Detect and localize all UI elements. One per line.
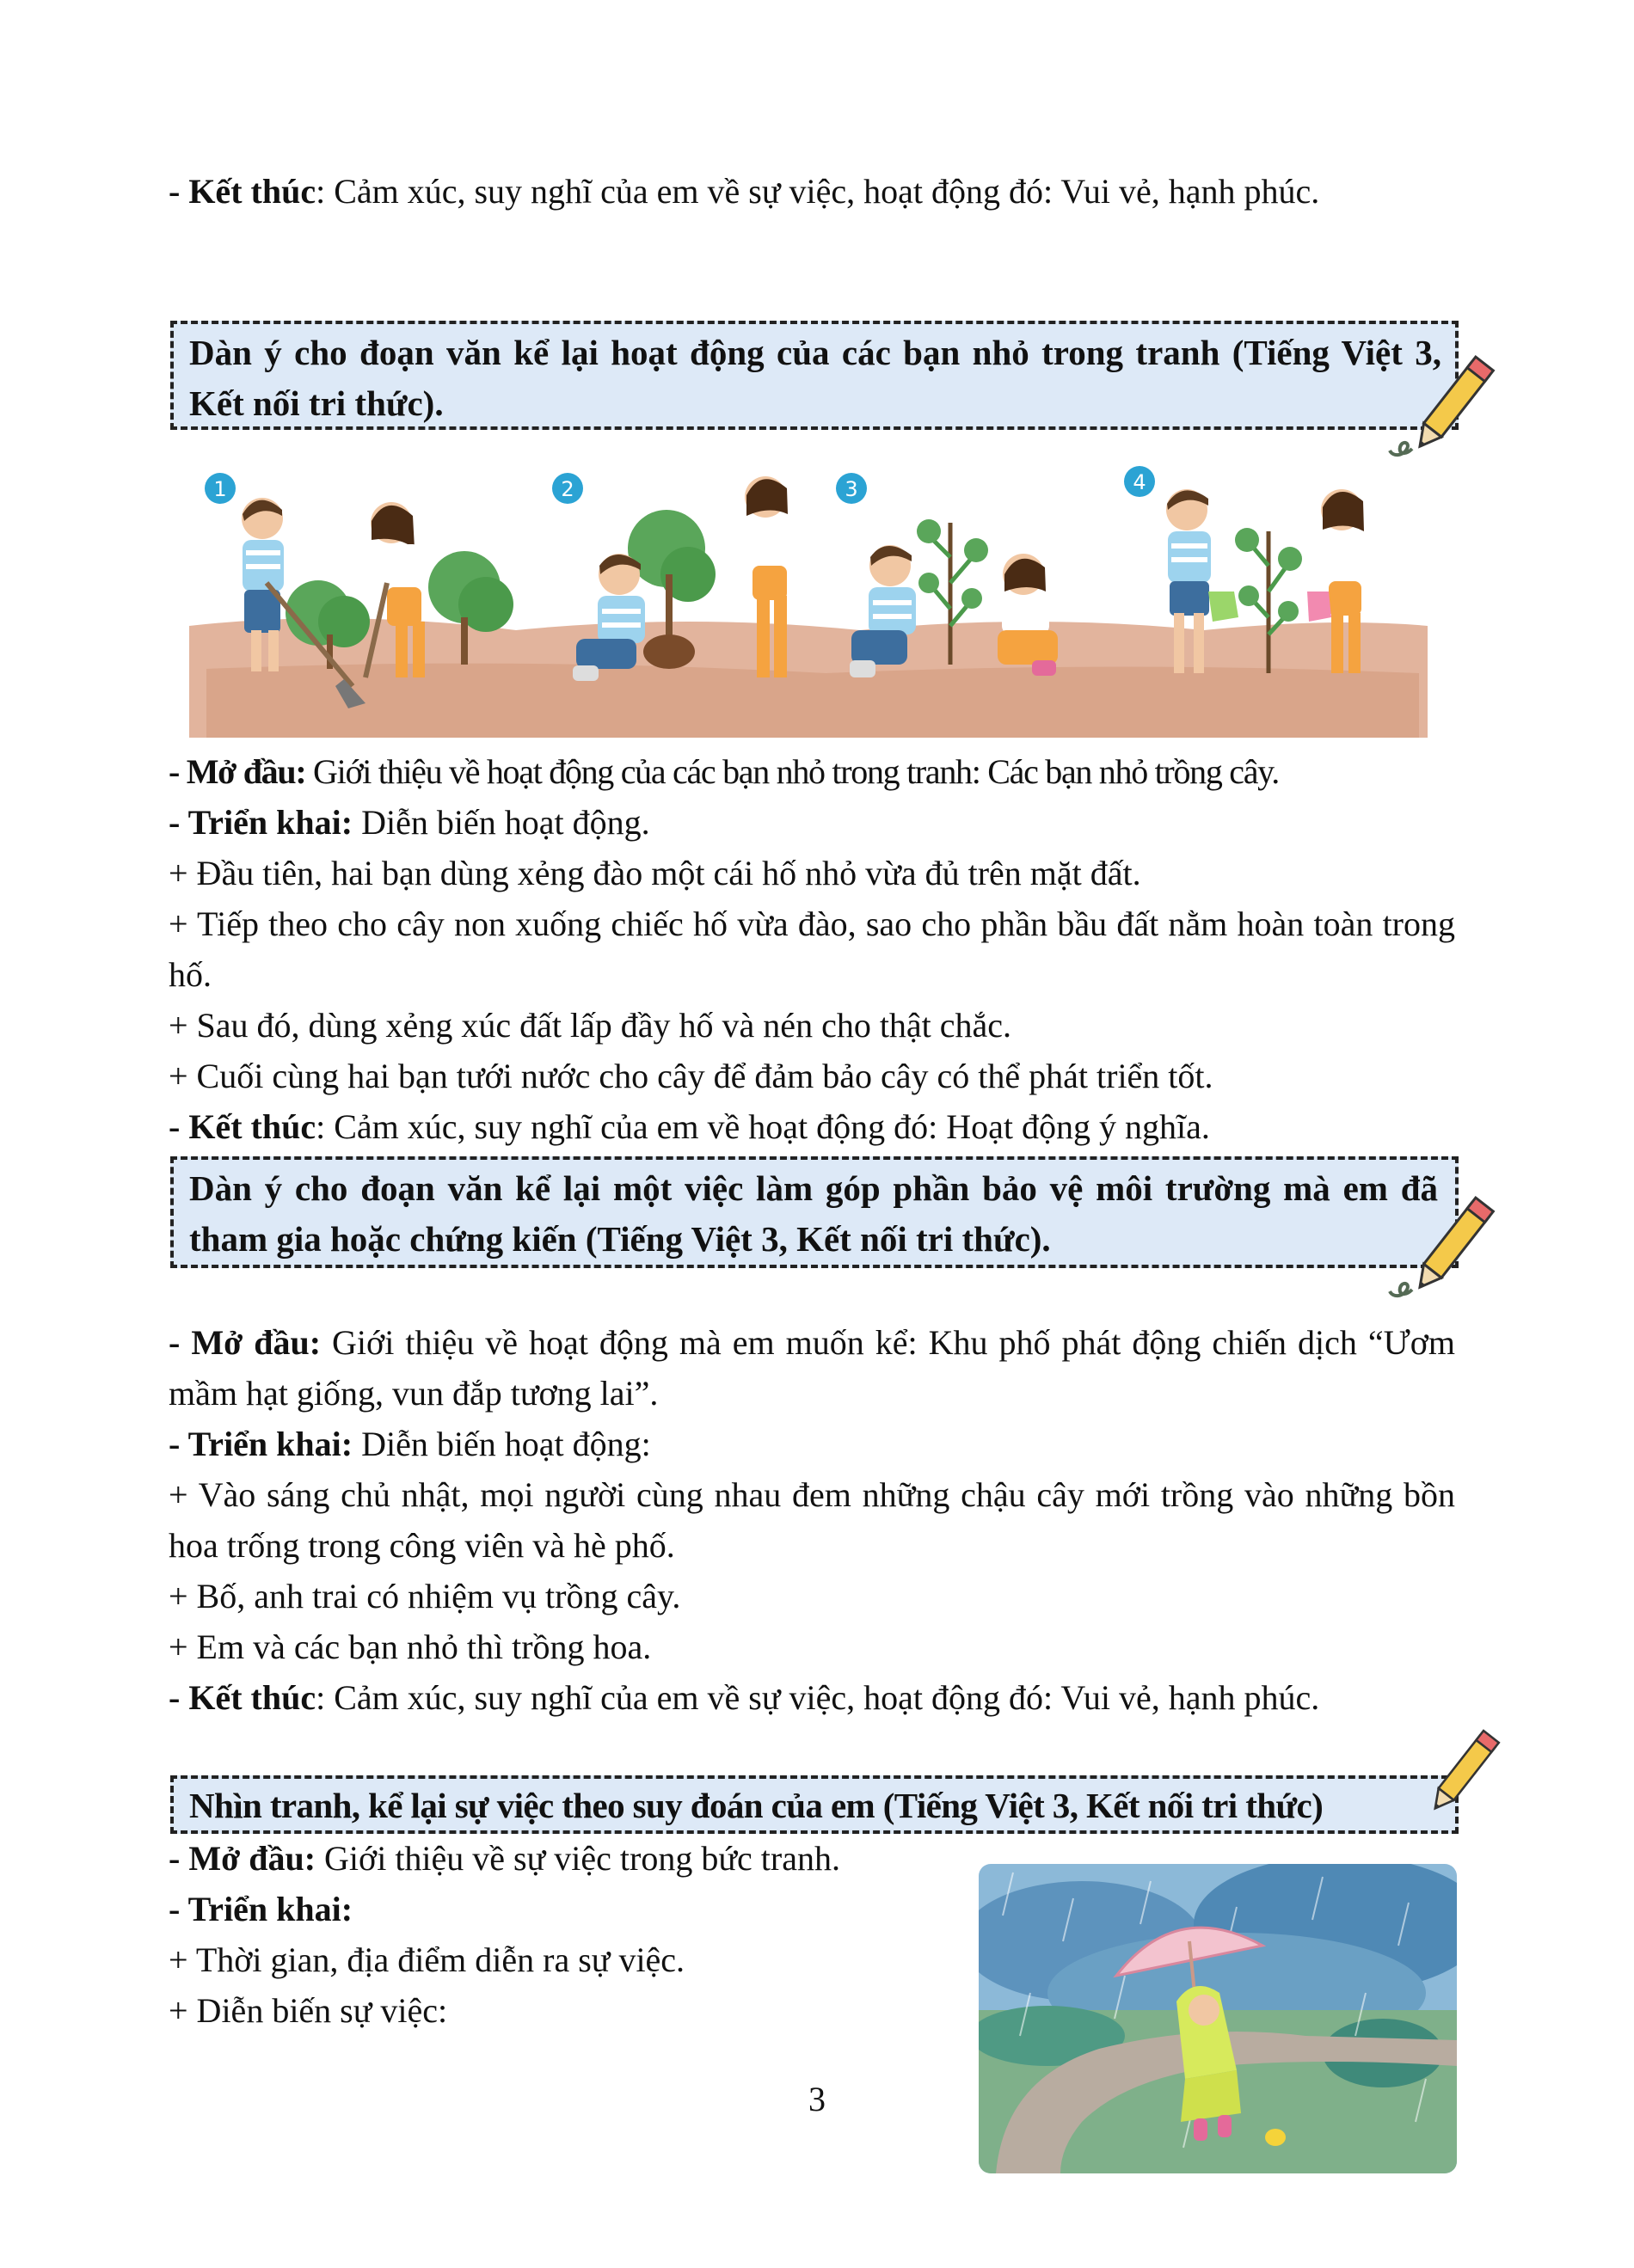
closing-paragraph: [169, 166, 1455, 217]
step-line: + Cuối cùng hai bạn tưới nước cho cây để đảm bảo cây có thể phát triển tốt.: [169, 1057, 1213, 1095]
development-label: - Triển khai:: [169, 1890, 353, 1928]
end-label: - Kết thúc: [169, 1678, 316, 1717]
end-text: : Cảm xúc, suy nghĩ của em về sự việc, hoạt động đó: Vui vẻ, hạnh phúc.: [316, 1678, 1320, 1717]
heading-text: Nhìn tranh, kể lại sự việc theo suy đoán của em (Tiếng Việt 3, Kết nối tri thức): [189, 1786, 1324, 1825]
section-heading-2: [170, 1156, 1459, 1268]
step-line: + Em và các bạn nhỏ thì trồng hoa.: [169, 1627, 652, 1666]
step-line: + Vào sáng chủ nhật, mọi người cùng nhau đem những chậu cây mới trồng vào những bồn hoa trống trong công viên và hè phố.: [169, 1475, 1455, 1565]
page-number: 3: [808, 2080, 826, 2118]
heading-text: Dàn ý cho đoạn văn kể lại hoạt động của các bạn nhỏ trong tranh (Tiếng Việt 3, Kết nối tri thức).: [189, 333, 1441, 423]
step-line: + Sau đó, dùng xẻng xúc đất lấp đầy hố và nén cho thật chắc.: [169, 1006, 1012, 1045]
pencil-icon: [1386, 1193, 1515, 1305]
development-label: - Triển khai:: [169, 803, 353, 842]
opening-label: - Mở đầu:: [169, 1839, 316, 1878]
heading-text: Dàn ý cho đoạn văn kể lại một việc làm góp phần bảo vệ môi trường mà em đã tham gia hoặc chứng kiến (Tiếng Việt 3, Kết nối tri thức).: [189, 1168, 1438, 1259]
pencil-icon: [1406, 1719, 1518, 1831]
opening-text: Giới thiệu về hoạt động của các bạn nhỏ trong tranh: Các bạn nhỏ trồng cây.: [305, 752, 1279, 791]
opening-text: Giới thiệu về hoạt động mà em muốn kể: Khu phố phát động chiến dịch “Ươm mầm hạt giống, vun đắp tương lai”.: [169, 1323, 1455, 1413]
pencil-icon: [1386, 352, 1515, 464]
closing-line: [169, 1101, 1455, 1152]
panel-number: 2: [561, 477, 574, 501]
opening-label: - Mở đầu:: [169, 1323, 322, 1362]
opening-paragraph: [169, 1317, 1455, 1419]
panel-number: 3: [845, 477, 858, 501]
section-heading-1: [170, 321, 1459, 430]
end-label: - Kết thúc: [169, 1107, 316, 1146]
development-text: Diễn biến hoạt động.: [353, 803, 650, 842]
panel-number: 1: [213, 477, 227, 501]
step-line: + Bố, anh trai có nhiệm vụ trồng cây.: [169, 1577, 681, 1615]
end-label: - Kết thúc: [169, 172, 316, 211]
section-heading-3: [170, 1775, 1459, 1834]
opening-line: [169, 746, 1455, 797]
development-label: - Triển khai:: [169, 1425, 353, 1463]
development-line: [169, 1419, 1455, 1469]
step-line: + Đầu tiên, hai bạn dùng xẻng đào một cái hố nhỏ vừa đủ trên mặt đất.: [169, 854, 1141, 892]
panel-number: 4: [1133, 470, 1146, 494]
step-line: + Diễn biến sự việc:: [169, 1991, 448, 2030]
step-line: + Thời gian, địa điểm diễn ra sự việc.: [169, 1940, 685, 1979]
tree-planting-illustration: [172, 454, 1436, 738]
end-text: : Cảm xúc, suy nghĩ của em về hoạt động đó: Hoạt động ý nghĩa.: [316, 1107, 1210, 1146]
step-line: + Tiếp theo cho cây non xuống chiếc hố vừa đào, sao cho phần bầu đất nằm hoàn toàn trong hố.: [169, 904, 1455, 994]
rainy-day-illustration: [979, 1864, 1457, 2173]
opening-text: Giới thiệu về sự việc trong bức tranh.: [316, 1839, 840, 1878]
closing-paragraph: [169, 1672, 1455, 1723]
end-text: : Cảm xúc, suy nghĩ của em về sự việc, hoạt động đó: Vui vẻ, hạnh phúc.: [316, 172, 1320, 211]
development-text: Diễn biến hoạt động:: [353, 1425, 651, 1463]
opening-label: - Mở đầu:: [169, 752, 306, 791]
development-line: [169, 797, 1455, 848]
